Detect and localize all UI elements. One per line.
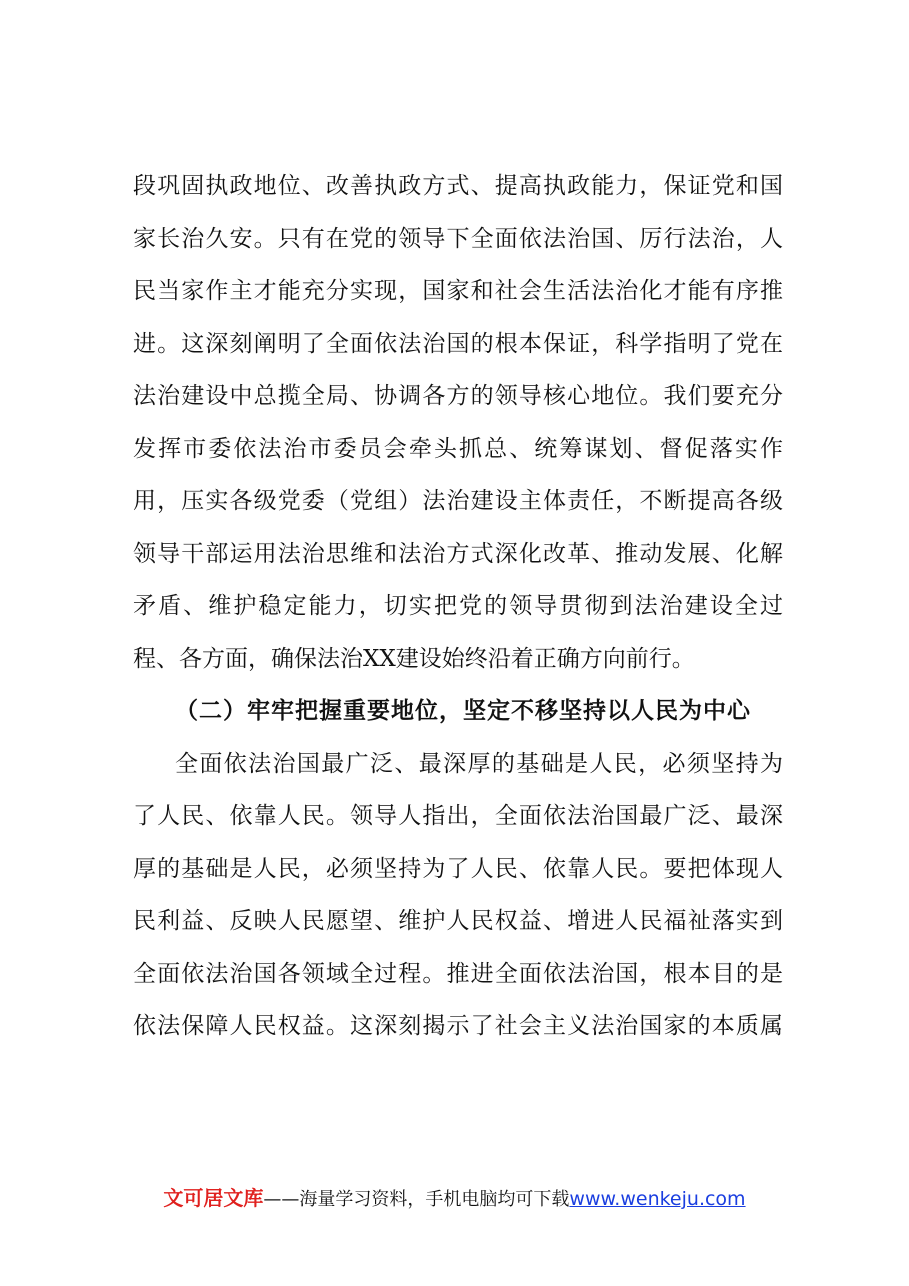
paragraph-line: 用，压实各级党委（党组）法治建设主体责任，不断提高各级 xyxy=(133,488,783,514)
paragraph-line: 发挥市委依法治市委员会牵头抓总、统筹谋划、督促落实作 xyxy=(133,435,783,462)
paragraph-line: 厚的基础是人民，必须坚持为了人民、依靠人民。要把体现人 xyxy=(133,855,783,882)
paragraph-line: 领导干部运用法治思维和法治方式深化改革、推动发展、化解 xyxy=(133,540,783,567)
paragraph-line: 段巩固执政地位、改善执政方式、提高执政能力，保证党和国 xyxy=(133,173,783,199)
paragraph-line: 家长治久安。只有在党的领导下全面依法治国、厉行法治，人 xyxy=(133,225,783,252)
paragraph-line: 依法保障人民权益。这深刻揭示了社会主义法治国家的本质属 xyxy=(133,1013,783,1039)
paragraph-line: 进。这深刻阐明了全面依法治国的根本保证，科学指明了党在 xyxy=(133,330,783,357)
footer-website-link[interactable]: www.wenkeju.com xyxy=(569,1188,746,1210)
footer-watermark xyxy=(0,1182,909,1211)
document-body xyxy=(133,160,783,1053)
paragraph-line: 矛盾、维护稳定能力，切实把党的领导贯彻到法治建设全过 xyxy=(133,593,783,619)
paragraph-line: 民当家作主才能充分实现，国家和社会生活法治化才能有序推 xyxy=(133,278,783,304)
paragraph-line: 全面依法治国各领域全过程。推进全面依法治国，根本目的是 xyxy=(133,960,783,987)
paragraph-line: 全面依法治国最广泛、最深厚的基础是人民，必须坚持为 xyxy=(175,750,783,777)
paragraph-line: 民利益、反映人民愿望、维护人民权益、增进人民福祉落实到 xyxy=(133,908,783,934)
footer-brand: 文可居文库 xyxy=(163,1186,264,1210)
footer-slogan: ——海量学习资料，手机电脑均可下载 xyxy=(263,1189,570,1210)
section-heading: （二）牢牢把握重要地位，坚定不移坚持以人民为中心 xyxy=(175,698,751,724)
paragraph-line: 程、各方面，确保法治XX建设始终沿着正确方向前行。 xyxy=(133,645,695,672)
paragraph-line: 法治建设中总揽全局、协调各方的领导核心地位。我们要充分 xyxy=(133,383,783,409)
paragraph-line: 了人民、依靠人民。领导人指出，全面依法治国最广泛、最深 xyxy=(133,803,783,829)
